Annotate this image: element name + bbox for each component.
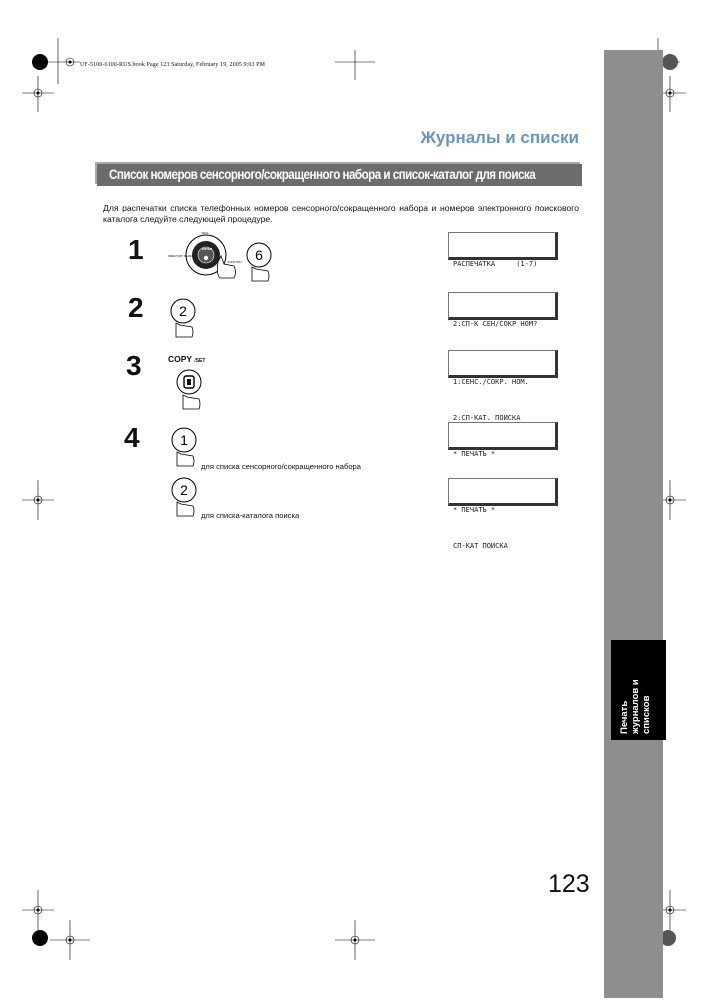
step-2-number: 2 (128, 292, 144, 323)
lcd-display-step-2: 2:СП-К СЕН/СОКР НОМ? (448, 292, 558, 320)
lcd-display-step-3: 1:СЕНС./СОКР. НОМ. 2:СП-КАТ. ПОИСКА (448, 350, 558, 378)
banner (97, 164, 582, 186)
banner-title: Список номеров сенсорного/сокращенного набора и список-каталог для поиска (109, 167, 536, 182)
key-1-label: 1 (180, 432, 188, 448)
lcd-display-step-4b: * ПЕЧАТЬ * СП-КАТ ПОИСКА (448, 478, 558, 506)
dial-label: DIAL (202, 231, 209, 235)
sidebar-tab (611, 640, 666, 740)
key-2-button[interactable] (167, 297, 207, 339)
function-label: FUNCTION (228, 261, 242, 264)
step-3-number: 3 (126, 350, 142, 381)
page-number: 123 (548, 870, 590, 898)
print-header: UF-5100-6100-RUS.book Page 123 Saturday, February 19, 2005 9:03 PM (80, 62, 266, 68)
section-title: Журналы и списки (420, 128, 579, 147)
directory-search-label: DIRECTORY SEARCH (168, 255, 195, 258)
note-option-1: для списка сенсорного/сокращенного набора (201, 462, 361, 471)
note-option-2: для списка-каталога поиска (201, 511, 300, 520)
key-6-button[interactable] (242, 242, 282, 284)
sidebar-strip (604, 50, 663, 998)
lcd-display-step-4a: * ПЕЧАТЬ * (448, 422, 558, 450)
key-6-label: 6 (255, 247, 263, 263)
copy-set-button[interactable] (175, 368, 215, 413)
copy-set-label: COPY /SET (168, 354, 206, 364)
key-2-label: 2 (179, 303, 187, 319)
lcd-display-step-1: РАСПЕЧАТКА (1-7) (448, 232, 558, 260)
intro-text: Для распечатки списка телефонных номеров сенсорного/сокращенного набора и номеров электронного поискового каталога следуйте следующей процедуре. (103, 203, 579, 224)
step-1-number: 1 (128, 234, 144, 265)
step-4-number: 4 (124, 422, 140, 453)
sidebar-tab-label: Печать журналов и списков (619, 679, 652, 734)
key-2-option-label: 2 (180, 482, 188, 498)
enter-label: ENTER (202, 247, 213, 251)
